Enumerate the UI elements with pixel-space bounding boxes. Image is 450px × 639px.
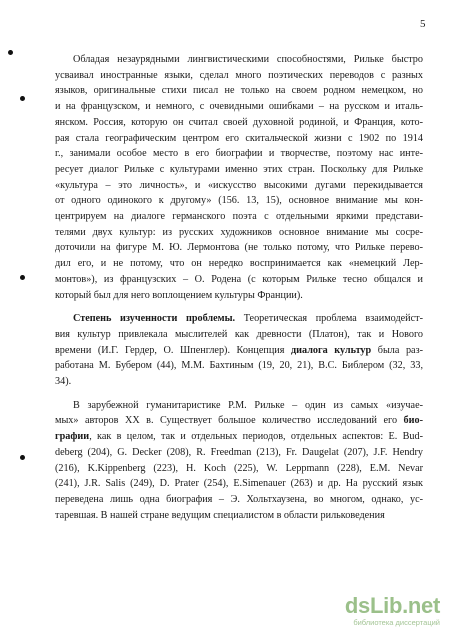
margin-dot xyxy=(8,50,13,55)
text-line: монтов»), из французских – О. Родена (с которым Рильке тесно общался и xyxy=(55,273,423,285)
page-number: 5 xyxy=(420,18,426,30)
text-line: янском. Россия, которую он считал своей духовной родиной, и Франция, кото- xyxy=(55,116,423,128)
watermark-subtitle: библиотека диссертаций xyxy=(353,618,440,627)
body-text xyxy=(55,52,423,523)
text-fragment: времени (И.Г. Гердер, О. Шпенглер). Концепция xyxy=(55,344,291,356)
text-line: и на французском, и немного, с очевидными ошибками – на русском и италь- xyxy=(55,101,423,113)
text-line: усваивал иностранные языки, сделал много поэтических переводов с разных xyxy=(55,69,423,81)
text-line: таревшая. В нашей стране ведущим специалистом в области рильковедения xyxy=(55,509,385,521)
text-line xyxy=(55,311,423,327)
paragraph-2 xyxy=(55,311,423,390)
margin-dot xyxy=(20,96,25,101)
text-line: который был для него воплощением культуры Франции). xyxy=(55,289,303,301)
text-line: вия культур привлекала мыслителей как древности (Платон), так и Нового xyxy=(55,328,423,340)
text-fragment: была раз- xyxy=(371,344,424,356)
text-fragment: мых» авторов XX в. Существует большое количество исследований его xyxy=(55,415,404,427)
text-line: ресует диалог Рильке с культурами именно этих стран. Поскольку для Рильке xyxy=(55,163,423,175)
text-fragment: Теоретическая проблема взаимодейст- xyxy=(235,313,423,325)
text-line: (216), K.Kippenberg (223), H. Koch (225), W. Leppmann (228), E.M. Nevar xyxy=(55,462,423,474)
text-line: г., занимали особое место в его биографии и творчестве, поэтому нас инте- xyxy=(55,148,423,160)
term-emphasis: био- xyxy=(403,415,423,427)
text-line: deberg (204), G. Decker (208), R. Freedman (213), Fr. Daugelat (207), J.F. Hendry xyxy=(55,446,423,458)
text-line xyxy=(55,413,423,429)
text-line: Обладая незаурядными лингвистическими способностями, Рильке быстро xyxy=(73,54,423,65)
text-line: от одного одинокого к другому» (156. 13, 15), основное внимание мы кон- xyxy=(55,195,423,207)
watermark xyxy=(335,595,440,631)
text-fragment: , как в целом, так и отдельных периодов, отдельных аспектов: E. Bud- xyxy=(89,431,423,443)
text-line: 34). xyxy=(55,376,72,388)
text-line: языков, оригинальные стихи писал не только на своем родном немецком, но xyxy=(55,85,423,97)
text-line: переведена лишь одна биография – Э. Хольтхаузена, во многом, однако, ус- xyxy=(55,493,423,505)
text-line: дил его, и не потому, что он нередко воспринимается как «немецкий Лер- xyxy=(55,258,423,270)
text-line xyxy=(55,429,423,445)
paragraph-3 xyxy=(55,398,423,524)
text-line: телями двух культур: из русских художников основное внимание мы сосре- xyxy=(55,226,423,238)
text-line: В зарубежной гуманитаристике Р.М. Рильке – один из самых «изучае- xyxy=(73,399,423,411)
text-line: (241), J.R. Salis (249), D. Prater (254), E.Simenauer (263) и др. На русский язык xyxy=(55,478,423,490)
text-line: доточили на фигуре М. Ю. Лермонтова (не только потому, что Рильке перево- xyxy=(55,242,423,254)
margin-dot xyxy=(20,275,25,280)
text-line: центрируем на диалоге германского поэта с отдельными яркими представи- xyxy=(55,211,423,223)
paragraph-1 xyxy=(55,52,423,303)
text-line: «культура – это личность», и «искусство высокими дугами перекидывается xyxy=(55,179,423,191)
section-heading: Степень изученности проблемы. xyxy=(73,313,236,325)
watermark-logo: dsLib.net xyxy=(344,593,440,618)
text-line: работана М. Бубером (44), М.М. Бахтиным (19, 20, 21), В.С. Библером (32, 33, xyxy=(55,360,423,372)
text-line: рая стала географическим центром его скитальческой жизни с 1902 по 1914 xyxy=(55,132,423,144)
term-emphasis: графии xyxy=(55,431,90,443)
term-emphasis: диалога культур xyxy=(290,344,372,356)
margin-dot xyxy=(20,455,25,460)
text-line xyxy=(55,343,423,359)
